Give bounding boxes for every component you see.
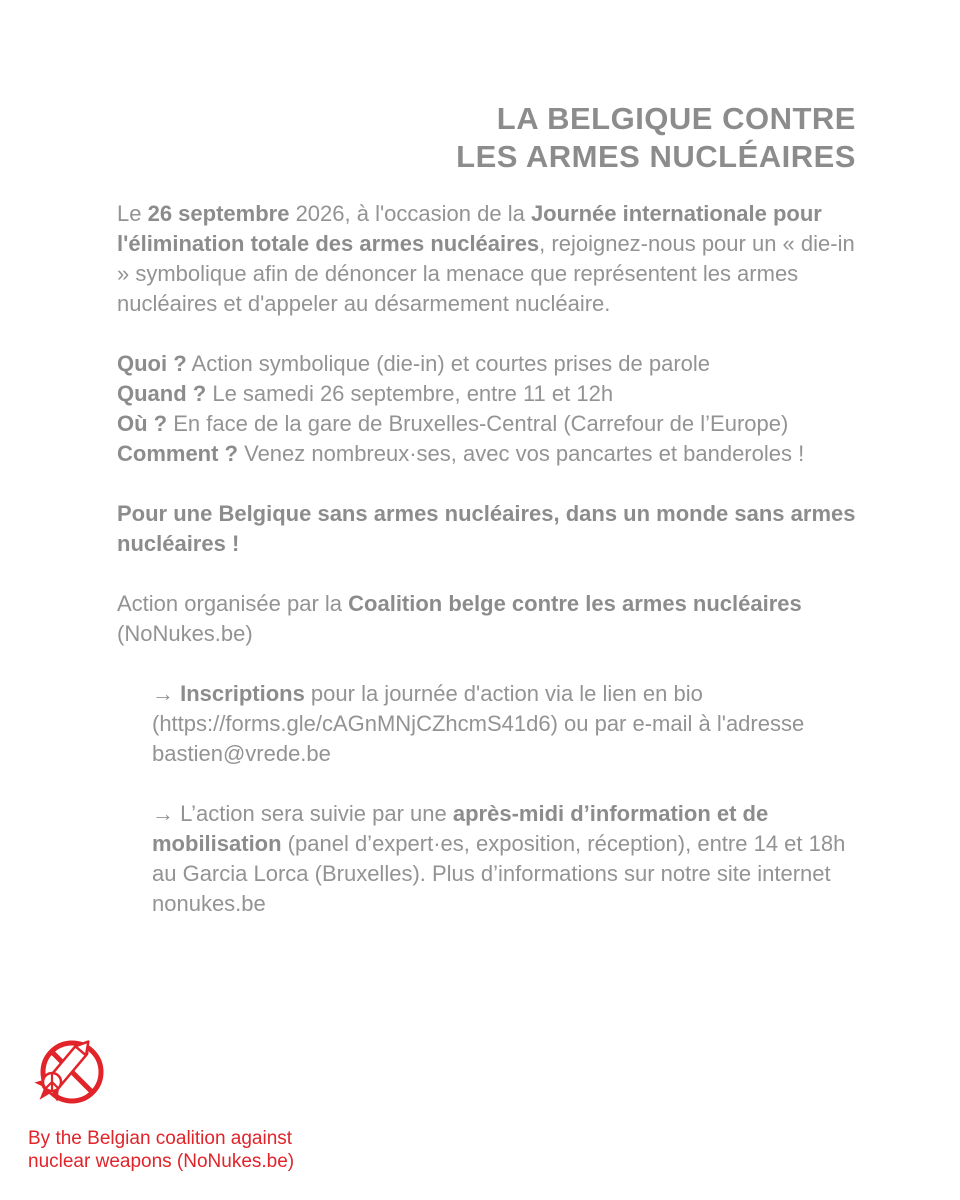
detail-label: Comment ? — [117, 441, 238, 466]
organizer-name: Coalition belge contre les armes nucléaires — [348, 591, 802, 616]
intro-day-name: Journée internationale pour l'élimination totale des armes nucléaires — [117, 201, 822, 256]
title-line-1: LA BELGIQUE CONTRE — [496, 101, 856, 136]
footer-line-1: By the Belgian coalition against — [28, 1128, 293, 1149]
intro-text: 2026, à l'occasion de la — [289, 201, 531, 226]
page-title — [456, 100, 856, 176]
detail-label: Où ? — [117, 411, 168, 436]
followup-event: après-midi d’information et de mobilisation — [152, 801, 769, 856]
title-line-2: LES ARMES NUCLÉAIRES — [456, 139, 856, 174]
detail-where — [117, 409, 857, 439]
organizer-text: (NoNukes.be) — [117, 621, 253, 646]
followup-text: L’action sera suivie par une — [180, 801, 453, 826]
intro-text: , rejoignez-nous pour un « die-in » symbolique afin de dénoncer la menace que représentent les armes nucléaires et d'appeler au désarmement nucléaire. — [117, 231, 855, 316]
detail-how — [117, 439, 857, 469]
followup-paragraph — [117, 799, 857, 919]
detail-when — [117, 379, 857, 409]
slogan-text: Pour une Belgique sans armes nucléaires, dans un monde sans armes nucléaires ! — [117, 501, 856, 556]
footer-line-2: nuclear weapons (NoNukes.be) — [28, 1151, 295, 1172]
detail-text: Venez nombreux·ses, avec vos pancartes et banderoles ! — [238, 441, 805, 466]
intro-paragraph — [117, 199, 857, 319]
no-nuclear-missile-peace-icon — [22, 1028, 108, 1114]
organizer-paragraph — [117, 589, 857, 649]
footer-credit — [28, 1127, 294, 1173]
main-content — [117, 199, 857, 919]
intro-date: 26 septembre — [147, 201, 290, 226]
followup-text: (panel d’expert·es, exposition, réception), entre 14 et 18h au Garcia Lorca (Bruxelles). Plus d’informations sur notre site internet nonukes.be — [152, 831, 846, 916]
organizer-text: Action organisée par la — [117, 591, 349, 616]
detail-text: En face de la gare de Bruxelles-Central (Carrefour de l’Europe) — [167, 411, 789, 436]
registration-text: pour la journée d'action via le lien en bio (https://forms.gle/cAGnMNjCZhcmS41d6) ou par e-mail à l'adresse bastien@vrede.be — [152, 681, 805, 766]
registration-paragraph — [117, 679, 857, 769]
detail-what — [117, 349, 857, 379]
arrow-right-icon: → — [152, 801, 181, 826]
registration-label: Inscriptions — [180, 681, 305, 706]
intro-text: Le — [117, 201, 148, 226]
slogan — [117, 499, 857, 559]
arrow-right-icon: → — [152, 681, 181, 706]
detail-label: Quand ? — [117, 381, 207, 406]
detail-label: Quoi ? — [117, 351, 187, 376]
detail-text: Action symbolique (die-in) et courtes prises de parole — [186, 351, 711, 376]
detail-text: Le samedi 26 septembre, entre 11 et 12h — [206, 381, 614, 406]
